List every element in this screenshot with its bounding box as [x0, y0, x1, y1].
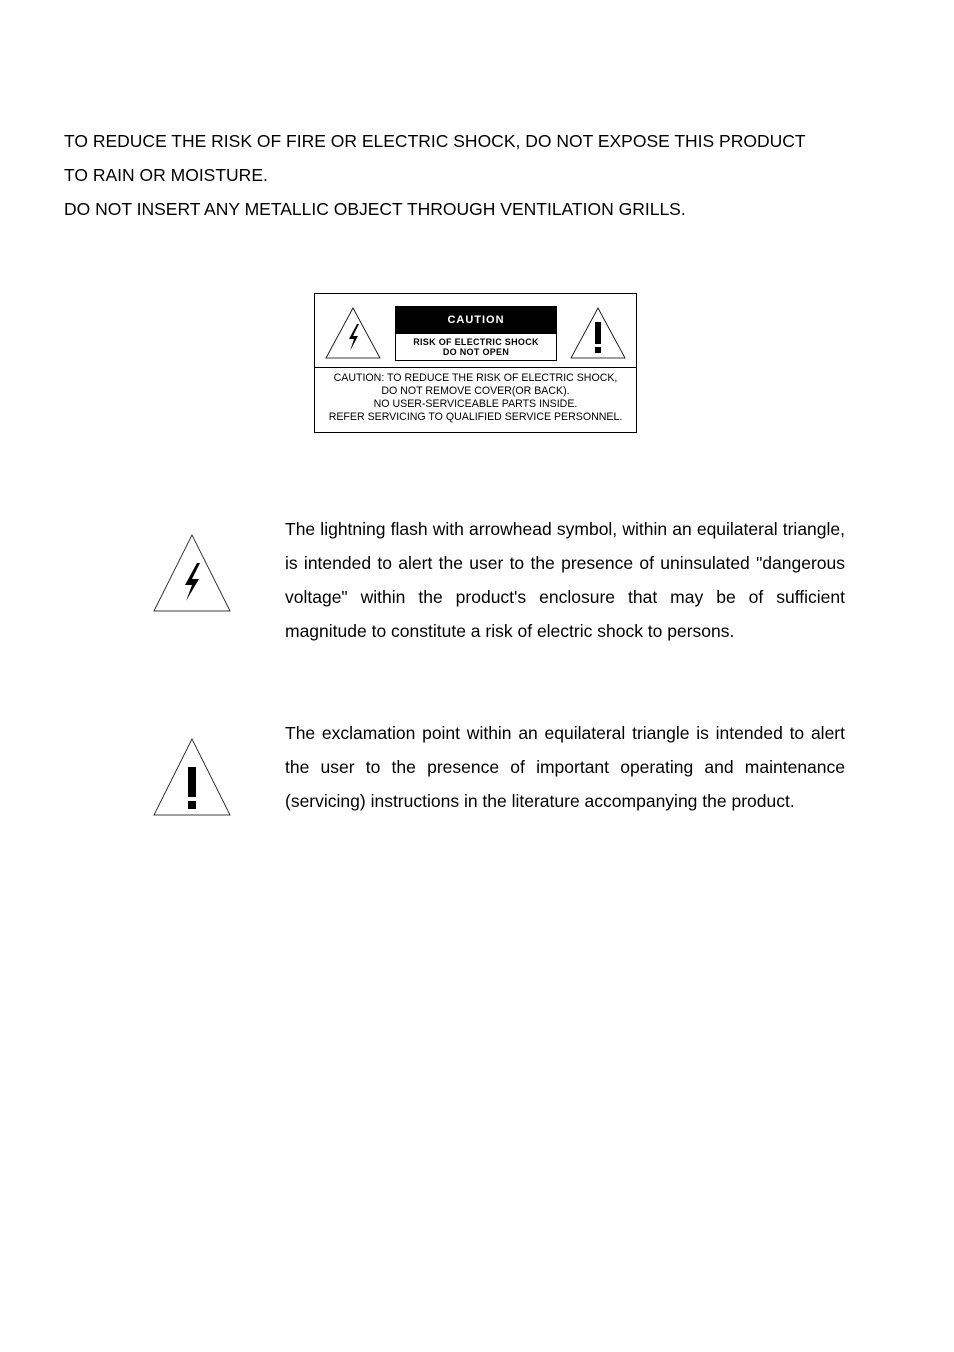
caution-line-2: DO NOT REMOVE COVER(OR BACK). — [381, 385, 570, 397]
caution-line-4: REFER SERVICING TO QUALIFIED SERVICE PERSONNEL. — [328, 411, 623, 423]
lightning-triangle-icon — [152, 533, 232, 618]
lightning-triangle-icon — [324, 306, 382, 365]
warning-line-3: DO NOT INSERT ANY METALLIC OBJECT THROUGH VENTILATION GRILLS. — [64, 199, 686, 219]
caution-banner — [395, 306, 557, 361]
warning-line-2: TO RAIN OR MOISTURE. — [64, 165, 268, 185]
caution-label — [314, 293, 637, 433]
caution-line-1: CAUTION: TO REDUCE THE RISK OF ELECTRIC SHOCK, — [333, 372, 618, 384]
warning-text — [64, 124, 884, 226]
caution-label-text — [315, 370, 636, 424]
exclamation-triangle-icon — [569, 306, 627, 365]
caution-banner-line-1: RISK OF ELECTRIC SHOCK — [413, 337, 539, 347]
caution-line-3: NO USER-SERVICEABLE PARTS INSIDE. — [373, 398, 578, 410]
caution-banner-title: CAUTION — [396, 307, 556, 334]
exclamation-triangle-icon — [152, 737, 232, 822]
lightning-symbol-description: The lightning flash with arrowhead symbol, within an equilateral triangle, is intended to alert the user to the presence of uninsulated "dangerous voltage" within the product's enclosure that may be of sufficient magnitude to constitute a risk of electric shock to persons. — [285, 519, 845, 641]
exclamation-symbol-description: The exclamation point within an equilateral triangle is intended to alert the user to the presence of important operating and maintenance (servicing) instructions in the literature accompanying the product. — [285, 723, 845, 811]
caution-label-header — [315, 294, 636, 368]
caution-banner-line-2: DO NOT OPEN — [442, 347, 510, 357]
caution-banner-text — [396, 334, 556, 357]
warning-line-1: TO REDUCE THE RISK OF FIRE OR ELECTRIC SHOCK, DO NOT EXPOSE THIS PRODUCT — [64, 131, 806, 151]
